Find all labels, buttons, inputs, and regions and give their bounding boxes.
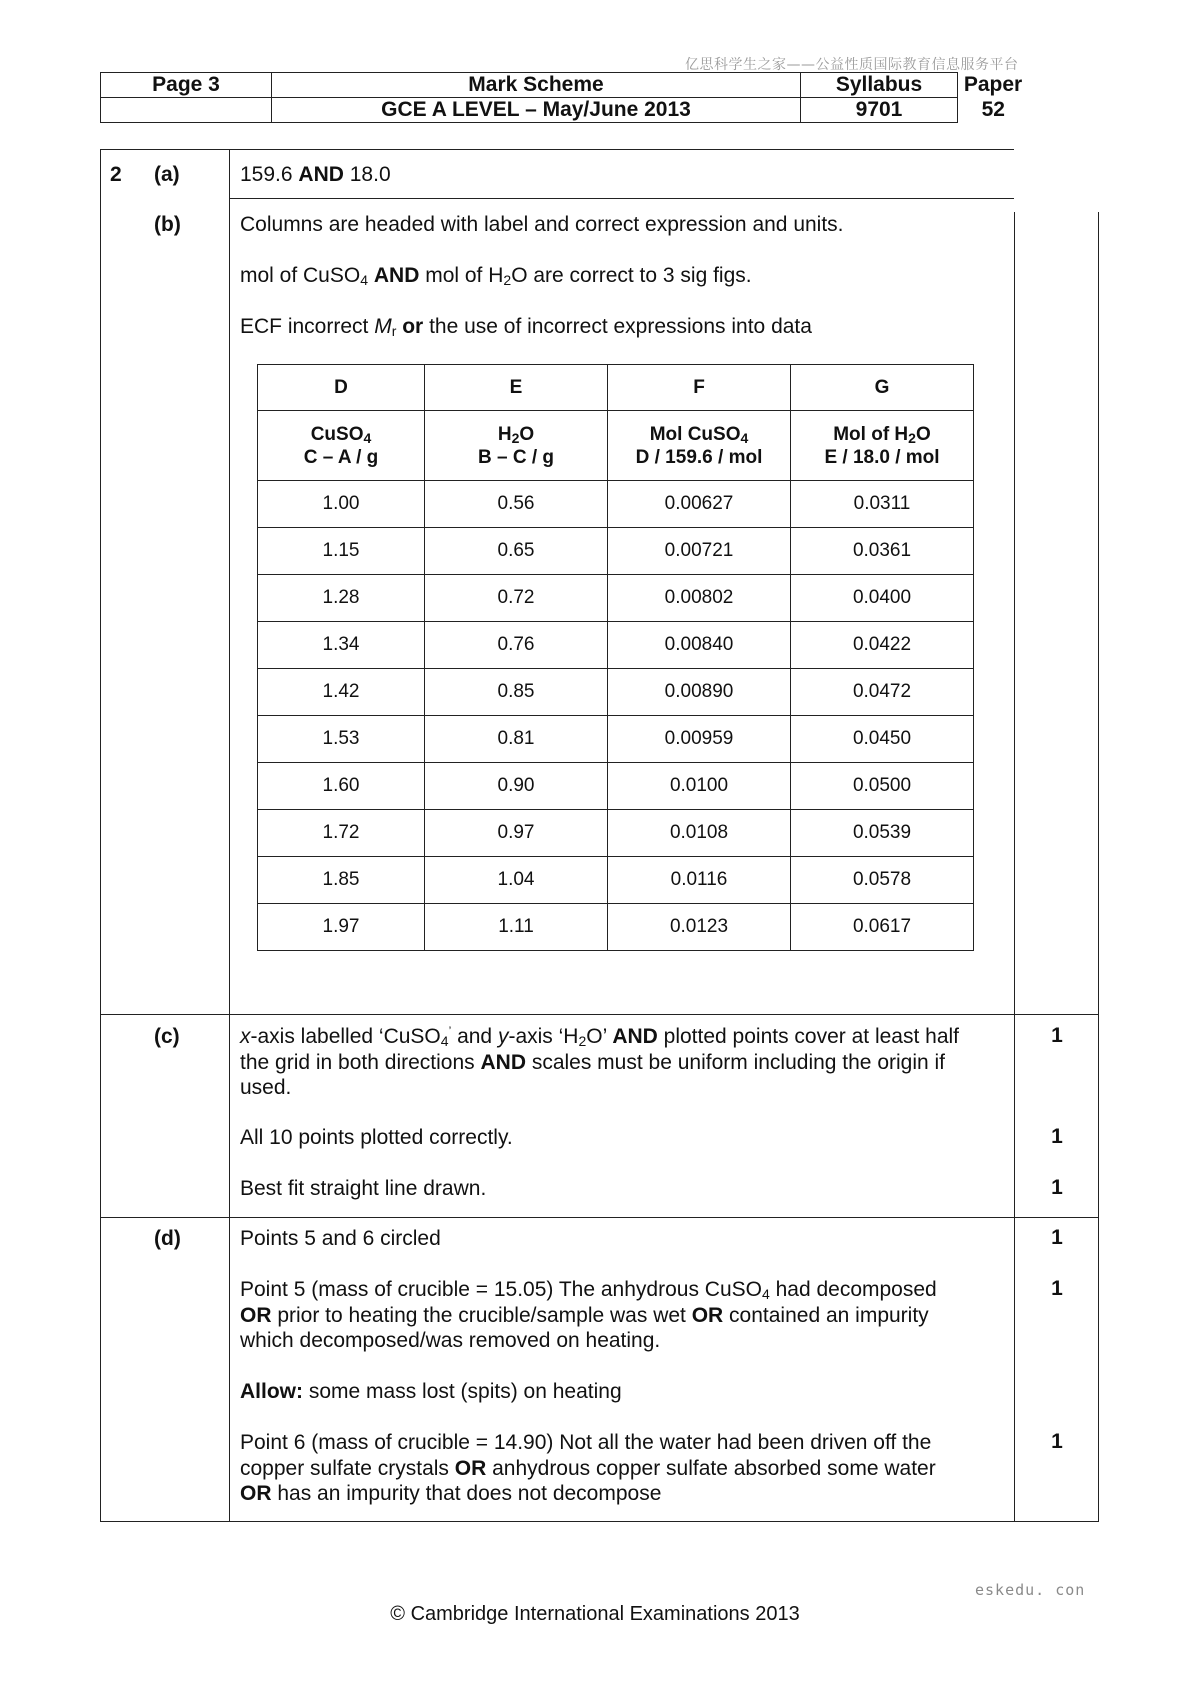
grid-line (100, 1521, 1098, 1522)
table-cell: 0.0116 (608, 857, 791, 904)
part-c-point3: Best fit straight line drawn. (240, 1177, 487, 1200)
column-letter: F (608, 365, 791, 411)
mark-value: 1 (1051, 1277, 1063, 1300)
table-row (258, 716, 974, 763)
table-cell: 0.72 (425, 575, 608, 622)
copyright-footer: © Cambridge International Examinations 2013 (390, 1603, 800, 1625)
column-letter: D (258, 365, 425, 411)
column-header: Mol CuSO$_4$ D / 159.6 / mol (608, 411, 791, 481)
syllabus-label: Syllabus (801, 73, 958, 98)
table-row (258, 481, 974, 528)
exam-session: GCE A LEVEL – May/June 2013 (272, 98, 801, 123)
mark-value: 1 (1051, 1226, 1063, 1249)
grid-line (1098, 212, 1099, 1522)
table-cell: 1.97 (258, 904, 425, 951)
grid-line (100, 149, 101, 1522)
table-cell: 0.0100 (608, 763, 791, 810)
column-header-row (258, 411, 974, 481)
table-row (258, 528, 974, 575)
table-cell: 0.0617 (791, 904, 974, 951)
part-d-point1: Points 5 and 6 circled (240, 1227, 441, 1250)
watermark-top: 亿思科学生之家——公益性质国际教育信息服务平台 (685, 57, 1019, 73)
part-c-point1: x-axis labelled ‘CuSO$_4$’ and y-axis ‘$H_2O$’ AND plotted points cover at least half the grid in both directions AND scales must be uniform including the origin if used. (240, 1024, 960, 1099)
table-cell: 0.00721 (608, 528, 791, 575)
table-cell: 0.56 (425, 481, 608, 528)
part-c-point2: All 10 points plotted correctly. (240, 1126, 513, 1149)
table-cell: 1.85 (258, 857, 425, 904)
table-cell: 0.0539 (791, 810, 974, 857)
table-cell: 0.0422 (791, 622, 974, 669)
table-cell: 1.53 (258, 716, 425, 763)
syllabus-code: 9701 (801, 98, 958, 123)
mark-value: 1 (1051, 1176, 1063, 1199)
table-row (258, 575, 974, 622)
table-cell: 0.0400 (791, 575, 974, 622)
part-d-label: (d) (154, 1227, 181, 1250)
table-cell: 0.00802 (608, 575, 791, 622)
table-row (258, 763, 974, 810)
table-cell: 0.00627 (608, 481, 791, 528)
part-d-allow: Allow: some mass lost (spits) on heating (240, 1380, 622, 1403)
grid-line (229, 198, 1014, 199)
page-blank-cell (101, 98, 272, 123)
part-b-line2: mol of CuSO$_4$ AND mol of $H_2O$ are correct to 3 sig figs. (240, 264, 752, 288)
mark-value: 1 (1051, 1024, 1063, 1047)
page-number: Page 3 (101, 73, 272, 98)
table-cell: 0.81 (425, 716, 608, 763)
part-a-answer: 159.6 AND 18.0 (240, 163, 391, 186)
column-header: CuSO$_4$ C – A / g (258, 411, 425, 481)
table-cell: 1.15 (258, 528, 425, 575)
part-d-point6: Point 6 (mass of crucible = 14.90) Not all the water had been driven off the copper sulfate crystals OR anhydrous copper sulfate absorbed some water OR has an impurity that does not decompose (240, 1431, 936, 1505)
table-cell: 1.00 (258, 481, 425, 528)
header-table (100, 72, 1029, 123)
column-header: $H_2O$ B – C / g (425, 411, 608, 481)
table-cell: 0.85 (425, 669, 608, 716)
table-cell: 0.76 (425, 622, 608, 669)
column-header: Mol of $H_2O$ E / 18.0 / mol (791, 411, 974, 481)
mark-value: 1 (1051, 1430, 1063, 1453)
part-b-label: (b) (154, 213, 181, 236)
table-cell: 1.42 (258, 669, 425, 716)
table-cell: 0.97 (425, 810, 608, 857)
table-row (258, 857, 974, 904)
part-b-line3: ECF incorrect $M_r$ or the use of incorrect expressions into data (240, 315, 812, 339)
table-cell: 0.0311 (791, 481, 974, 528)
grid-line (100, 1014, 1098, 1015)
part-a-label: (a) (154, 163, 180, 186)
part-c-label: (c) (154, 1025, 180, 1048)
grid-line (229, 149, 230, 1522)
document-title: Mark Scheme (272, 73, 801, 98)
column-letter: E (425, 365, 608, 411)
paper-label: Paper (963, 73, 1023, 96)
column-letter-row (258, 365, 974, 411)
question-number: 2 (110, 163, 122, 186)
table-cell: 1.28 (258, 575, 425, 622)
column-letter: G (791, 365, 974, 411)
table-cell: 0.0108 (608, 810, 791, 857)
grid-line (100, 149, 1014, 150)
grid-line (100, 1217, 1098, 1218)
table-cell: 1.11 (425, 904, 608, 951)
mark-value: 1 (1051, 1125, 1063, 1148)
table-cell: 1.60 (258, 763, 425, 810)
data-table-body (258, 481, 974, 951)
table-row (258, 904, 974, 951)
table-cell: 0.90 (425, 763, 608, 810)
table-row (258, 622, 974, 669)
data-table (257, 364, 974, 951)
table-cell: 0.65 (425, 528, 608, 575)
watermark-bottom: eskedu. con (975, 1581, 1086, 1599)
table-cell: 1.34 (258, 622, 425, 669)
part-b-line1: Columns are headed with label and correct expression and units. (240, 213, 844, 236)
table-cell: 1.72 (258, 810, 425, 857)
table-row (258, 669, 974, 716)
table-cell: 0.0123 (608, 904, 791, 951)
table-cell: 1.04 (425, 857, 608, 904)
table-cell: 0.00840 (608, 622, 791, 669)
table-row (258, 810, 974, 857)
paper-number: 52 (981, 98, 1005, 121)
table-cell: 0.00959 (608, 716, 791, 763)
table-cell: 0.0500 (791, 763, 974, 810)
table-cell: 0.0361 (791, 528, 974, 575)
table-cell: 0.00890 (608, 669, 791, 716)
table-cell: 0.0472 (791, 669, 974, 716)
table-cell: 0.0578 (791, 857, 974, 904)
table-cell: 0.0450 (791, 716, 974, 763)
part-d-point5: Point 5 (mass of crucible = 15.05) The anhydrous CuSO$_4$ had decomposed OR prior to heating the crucible/sample was wet OR contained an impurity which decomposed/was removed on heating. (240, 1278, 937, 1352)
